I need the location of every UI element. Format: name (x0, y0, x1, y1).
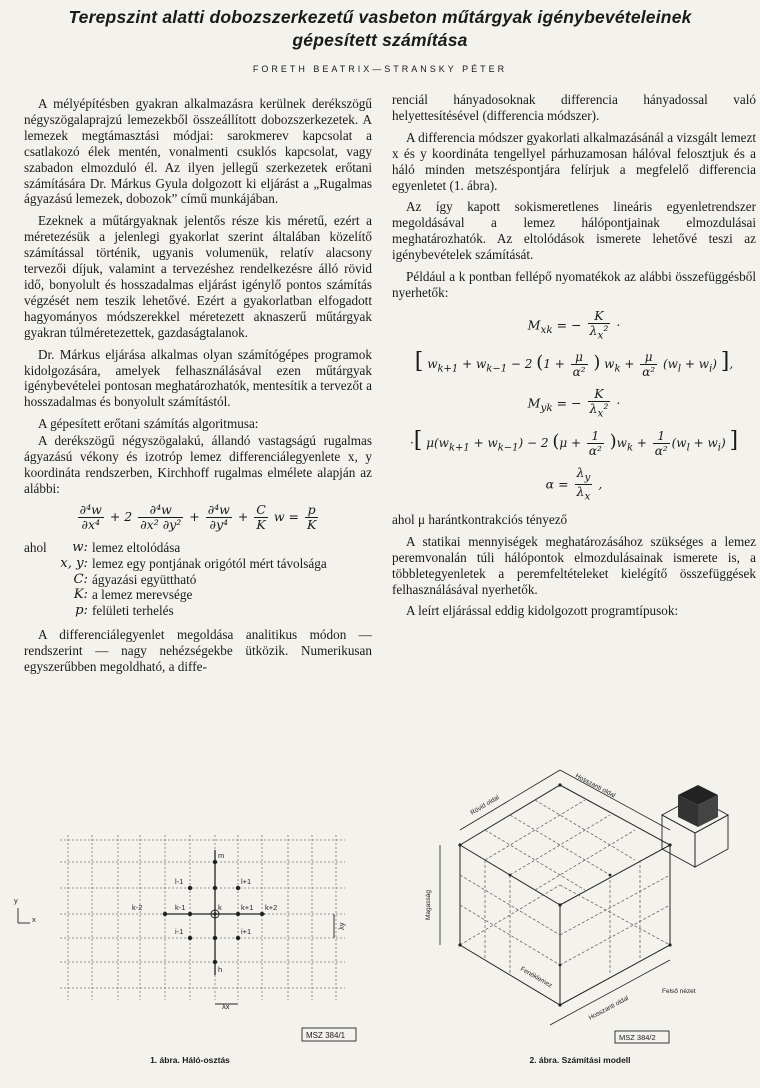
figure-2-model (400, 735, 756, 1065)
figure-2-caption: 2. ábra. Számítási modell (529, 1055, 631, 1065)
figure-1-grid (10, 810, 362, 1070)
edge-label: Fenéklemez (519, 965, 554, 990)
symbol: p: (75, 603, 88, 619)
plate-differential-equation: $\frac{\text{∂⁴w}}{\text{∂x⁴}}$ + 2 $\frac{\text{∂⁴w}}{\text{∂x² ∂y²}}$ + $\frac{\text{∂⁴w}}{\text{∂y⁴}}$ + $\frac{C}{K}$ w = $\frac{p}{K}$ (79, 501, 317, 532)
paragraph: ahol μ harántkontrakciós tényező (392, 511, 568, 527)
node-label: k (218, 903, 222, 912)
dim-label-ly: λy (337, 922, 346, 930)
edge-label: Rövid oldal (469, 794, 501, 817)
paragraph: Dr. Márkus eljárása alkalmas olyan számítógépes programok kidolgozására, amelyek felhasználásával ezen műtárgyak igénybevételei pontosan meghatározhatók, mentesítik a tervezőt a hosszadalmas és bonyolult számítástól. (24, 346, 372, 410)
paragraph: A derékszögű négyszögalakú, állandó vastagságú rugalmas ágyazású vékony és izotróp lemez differenciálegyenlete x, y koordináta rendszerben, Kirchhoff rugalmas elmélete alapján az alábbi: (24, 433, 372, 496)
paragraph: A statikai mennyiségek meghatározásához szükséges a lemez peremvonalán túli hálópontok elmozdulásainak ismerete is, a többletegyenletek a peremfeltételeket kielégítő összefüggések felhasználásával nyerhetők. (392, 533, 756, 597)
node-label: i-1 (175, 927, 184, 936)
paragraph: Például a k pontban fellépő nyomatékok az alábbi összefüggésből nyerhetők: (392, 269, 756, 300)
axis-y-label: y (14, 896, 18, 905)
inset-box (662, 785, 728, 867)
view-label: Felső nézet (662, 988, 696, 995)
figure-1-caption: 1. ábra. Háló-osztás (150, 1055, 230, 1065)
node-label: k-2 (132, 903, 143, 912)
equation-myk-bracket: ·[ $\mu(w_{k+1} + w_{k-1}) - 2$ (μ + $\frac{1}{\text{α²}}$ )$w_k$ + $\frac{1}{\text{α²}}$ $(w_l + w_i)$ ] (409, 427, 739, 458)
equation-mxk: $M_{xk}$ = − $\frac{K}{\lambda_x^2}$ · (527, 307, 621, 342)
equation-myk: $M_{yk}$ = − $\frac{K}{\lambda_x^2}$ · (527, 386, 621, 420)
authors: FORETH BEATRIX—STRANSKY PÉTER (252, 64, 508, 74)
title-line-2: gépesített számítása (292, 30, 468, 50)
symbol-desc: a lemez merevsége (92, 587, 193, 603)
equation-alpha: α = $\frac{\lambda_y}{\lambda_x}$ , (545, 464, 603, 503)
title-line-1: Terepszint alatti dobozszerkezetű vasbeton műtárgyak igénybevételeinek (68, 7, 692, 27)
node-label: m (218, 851, 225, 860)
paragraph: A mélyépítésben gyakran alkalmazásra kerülnek derékszögű négyszögalaprajzú lemezekből összeállított dobozszerkezetek. A lemezek megtámasztási módjai: sarokmerev kapcsolat a csatlakozó élek mentén, vonalmenti csuklós kapcsolat, vagy szabadon elmozduló él. Az ilyen jellegű szerkezetek erőtani számítására Dr. Márkus Gyula dolgozott ki eljárást a „Rugalmas ágyazású lemezek, dobozok” című munkájában. (24, 96, 372, 207)
symbol: K: (73, 587, 88, 603)
edge-label: Magasság (425, 890, 432, 920)
node-label: l+1 (241, 877, 252, 886)
paragraph: A leírt eljárással eddig kidolgozott programtípusok: (406, 603, 679, 619)
symbol-desc: lemez eltolódása (92, 539, 181, 555)
left-column (24, 96, 372, 681)
node-label: i+1 (241, 927, 252, 936)
paragraph: Ezeknek a műtárgyaknak jelentős része kis méretű, ezért a méretezésük a jelenlegi gyakorlat szerint általában közelítő számítással történik, ugyanis volumenük, relatív alacsony tervezői díjuk, valamint a tervezéshez rendelkezésre álló rövid idő, bonyolult és hosszadalmas eljárást igénylő pontos számítás végzését nem teszik lehetővé. Ezért a gyakorlatban elfogadott hagyományos módszerekkel méretezett aknaszerű műtárgyak gyakran túlméretezettek, gazdaságtalanok. (24, 213, 372, 340)
ahol-label: ahol (24, 539, 47, 555)
edge-label: Hosszanti oldal (574, 772, 617, 800)
symbol-list (24, 540, 372, 620)
node-label: h (218, 965, 223, 974)
axis-x-label: x (32, 915, 36, 924)
right-column (392, 92, 756, 625)
node-label: k-1 (175, 903, 186, 912)
paragraph: renciál hányadosoknak differencia hányadossal való helyettesítésével (differencia módszer). (392, 92, 756, 123)
symbol-desc: ágyazási együttható (92, 571, 197, 587)
symbol: C: (73, 571, 88, 587)
edge-label: Hosszanti oldal (587, 994, 630, 1022)
dim-label-lx: λx (222, 1002, 230, 1011)
fig2-stamp: MSZ 384/2 (619, 1033, 656, 1042)
paragraph: A differenciálegyenlet megoldása analitikus módon — rendszerint — nagy nehézségekbe ütközik. Numerikusan egyszerűbben megoldható, a diffe- (24, 627, 372, 675)
node-label: k+1 (241, 903, 254, 912)
symbol: x, y: (60, 555, 88, 571)
node-label: l-1 (175, 877, 184, 886)
symbol: w: (72, 539, 88, 555)
symbol-desc: lemez egy pontjának origótól mért távolsága (92, 555, 327, 571)
article-title (10, 6, 750, 52)
paragraph: A differencia módszer gyakorlati alkalmazásánál a vizsgált lemezt x és y koordináta tengellyel párhuzamosan hálóval felosztjuk és a háló minden metszéspontjára felírjuk a megfelelő differencia egyenletet (1. ábra). (392, 129, 756, 193)
fig1-stamp: MSZ 384/1 (306, 1031, 346, 1040)
symbol-desc: felületi terhelés (92, 603, 174, 619)
paragraph: A gépesített erőtani számítás algoritmusa: (38, 416, 259, 432)
equation-mxk-bracket: [ $w_{k+1} + w_{k-1} - 2$ (1 + $\frac{\mu}{\text{α²}}$ ) $w_k$ + $\frac{\mu}{\text{α²}}$ $(w_l + w_i)$ ], (414, 349, 734, 380)
node-label: k+2 (265, 903, 278, 912)
paragraph: Az így kapott sokismeretlenes lineáris egyenletrendszer megoldásával a lemez hálópontjainak elmozdulásai meghatározhatók. Az eltolódások ismerete lehetővé teszi az igénybevételek számítását. (392, 199, 756, 263)
